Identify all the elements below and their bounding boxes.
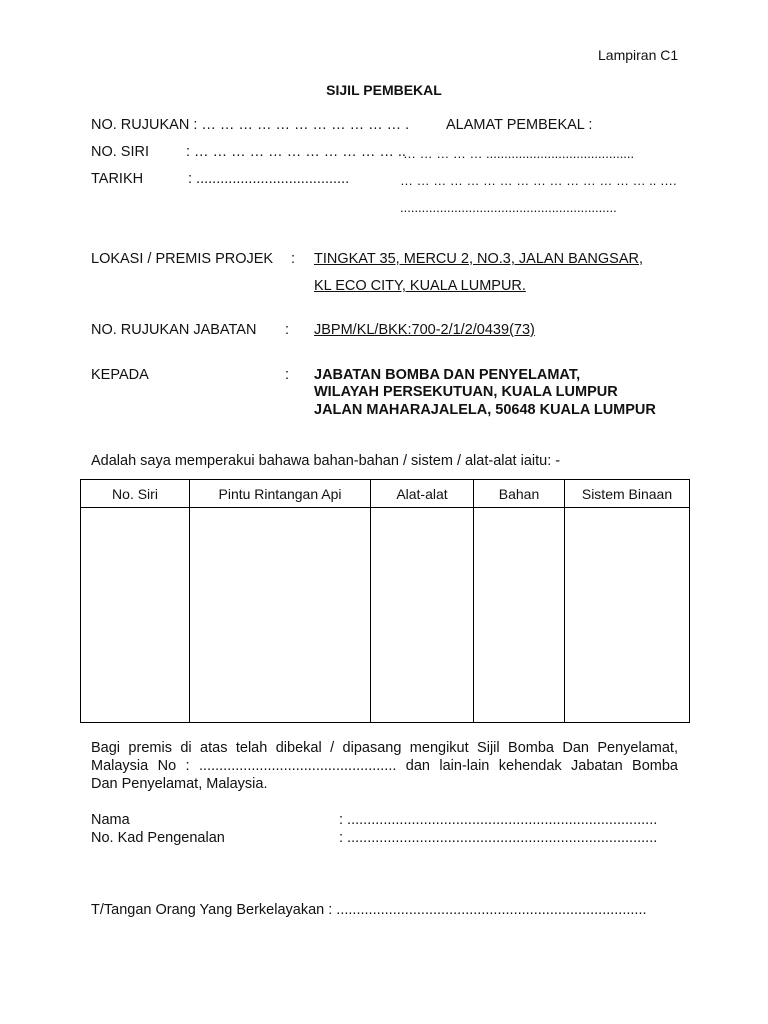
compliance-statement-line-2: Malaysia No : ................................................. dan lain-lain kehendak Jabatan Bomba bbox=[91, 758, 678, 774]
serial-number-label: NO. SIRI bbox=[91, 144, 150, 160]
project-location-label: LOKASI / PREMIS PROJEK bbox=[91, 251, 274, 267]
column-header-equipment: Alat-alat bbox=[371, 480, 474, 508]
ic-number-label: No. Kad Pengenalan bbox=[91, 830, 225, 846]
project-location-line-2: KL ECO CITY, KUALA LUMPUR. bbox=[314, 278, 526, 294]
project-location-line-1: TINGKAT 35, MERCU 2, NO.3, JALAN BANGSAR, bbox=[314, 251, 644, 267]
table-header-row bbox=[81, 480, 690, 508]
supplier-address-line-2: … … … … … … … … … … … … … … … .. …. bbox=[400, 173, 677, 188]
reference-number-field: NO. RUJUKAN : … … … … … … … … … … … . bbox=[91, 117, 410, 133]
page-title: SIJIL PEMBEKAL bbox=[326, 82, 442, 98]
column-header-fire-door: Pintu Rintangan Api bbox=[190, 480, 371, 508]
items-table bbox=[80, 479, 690, 723]
department-reference-value: JBPM/KL/BKK:700-2/1/2/0439(73) bbox=[314, 322, 535, 338]
column-header-building-system: Sistem Binaan bbox=[565, 480, 690, 508]
recipient-line-1: JABATAN BOMBA DAN PENYELAMAT, bbox=[314, 367, 581, 383]
compliance-statement-line-1: Bagi premis di atas telah dibekal / dipasang mengikut Sijil Bomba Dan Penyelamat, bbox=[91, 740, 678, 756]
recipient-label: KEPADA bbox=[91, 367, 149, 383]
signature-field: T/Tangan Orang Yang Berkelayakan : ............................................................................. bbox=[91, 902, 647, 918]
table-cell-equipment bbox=[371, 508, 474, 723]
supplier-address-line-3: ............................................................ bbox=[400, 200, 617, 215]
compliance-statement-line-3: Dan Penyelamat, Malaysia. bbox=[91, 776, 268, 792]
date-label: TARIKH bbox=[91, 171, 144, 187]
name-label: Nama bbox=[91, 812, 130, 828]
declaration-text: Adalah saya memperakui bahawa bahan-bahan / sistem / alat-alat iaitu: - bbox=[91, 453, 561, 469]
column-header-material: Bahan bbox=[474, 480, 565, 508]
table-cell-fire-door bbox=[190, 508, 371, 723]
table-cell-serial bbox=[81, 508, 190, 723]
table-row bbox=[81, 508, 690, 723]
attachment-label: Lampiran C1 bbox=[598, 47, 679, 63]
recipient-colon: : bbox=[285, 367, 290, 383]
serial-number-value: : … … … … … … … … … … … .. bbox=[186, 144, 406, 160]
date-value: : ...................................... bbox=[188, 171, 350, 187]
table-cell-building-system bbox=[565, 508, 690, 723]
name-value: : ............................................................................. bbox=[339, 812, 658, 828]
column-header-serial: No. Siri bbox=[81, 480, 190, 508]
department-reference-label: NO. RUJUKAN JABATAN bbox=[91, 322, 257, 338]
recipient-line-3: JALAN MAHARAJALELA, 50648 KUALA LUMPUR bbox=[314, 402, 656, 418]
supplier-address-line-1: … … … … … ......................................... bbox=[403, 146, 635, 161]
recipient-line-2: WILAYAH PERSEKUTUAN, KUALA LUMPUR bbox=[314, 384, 618, 400]
table-cell-material bbox=[474, 508, 565, 723]
project-location-colon: : bbox=[291, 251, 296, 267]
supplier-address-label: ALAMAT PEMBEKAL : bbox=[446, 117, 593, 133]
compliance-statement bbox=[91, 739, 678, 793]
ic-number-value: : ............................................................................. bbox=[339, 830, 658, 846]
department-reference-colon: : bbox=[285, 322, 290, 338]
